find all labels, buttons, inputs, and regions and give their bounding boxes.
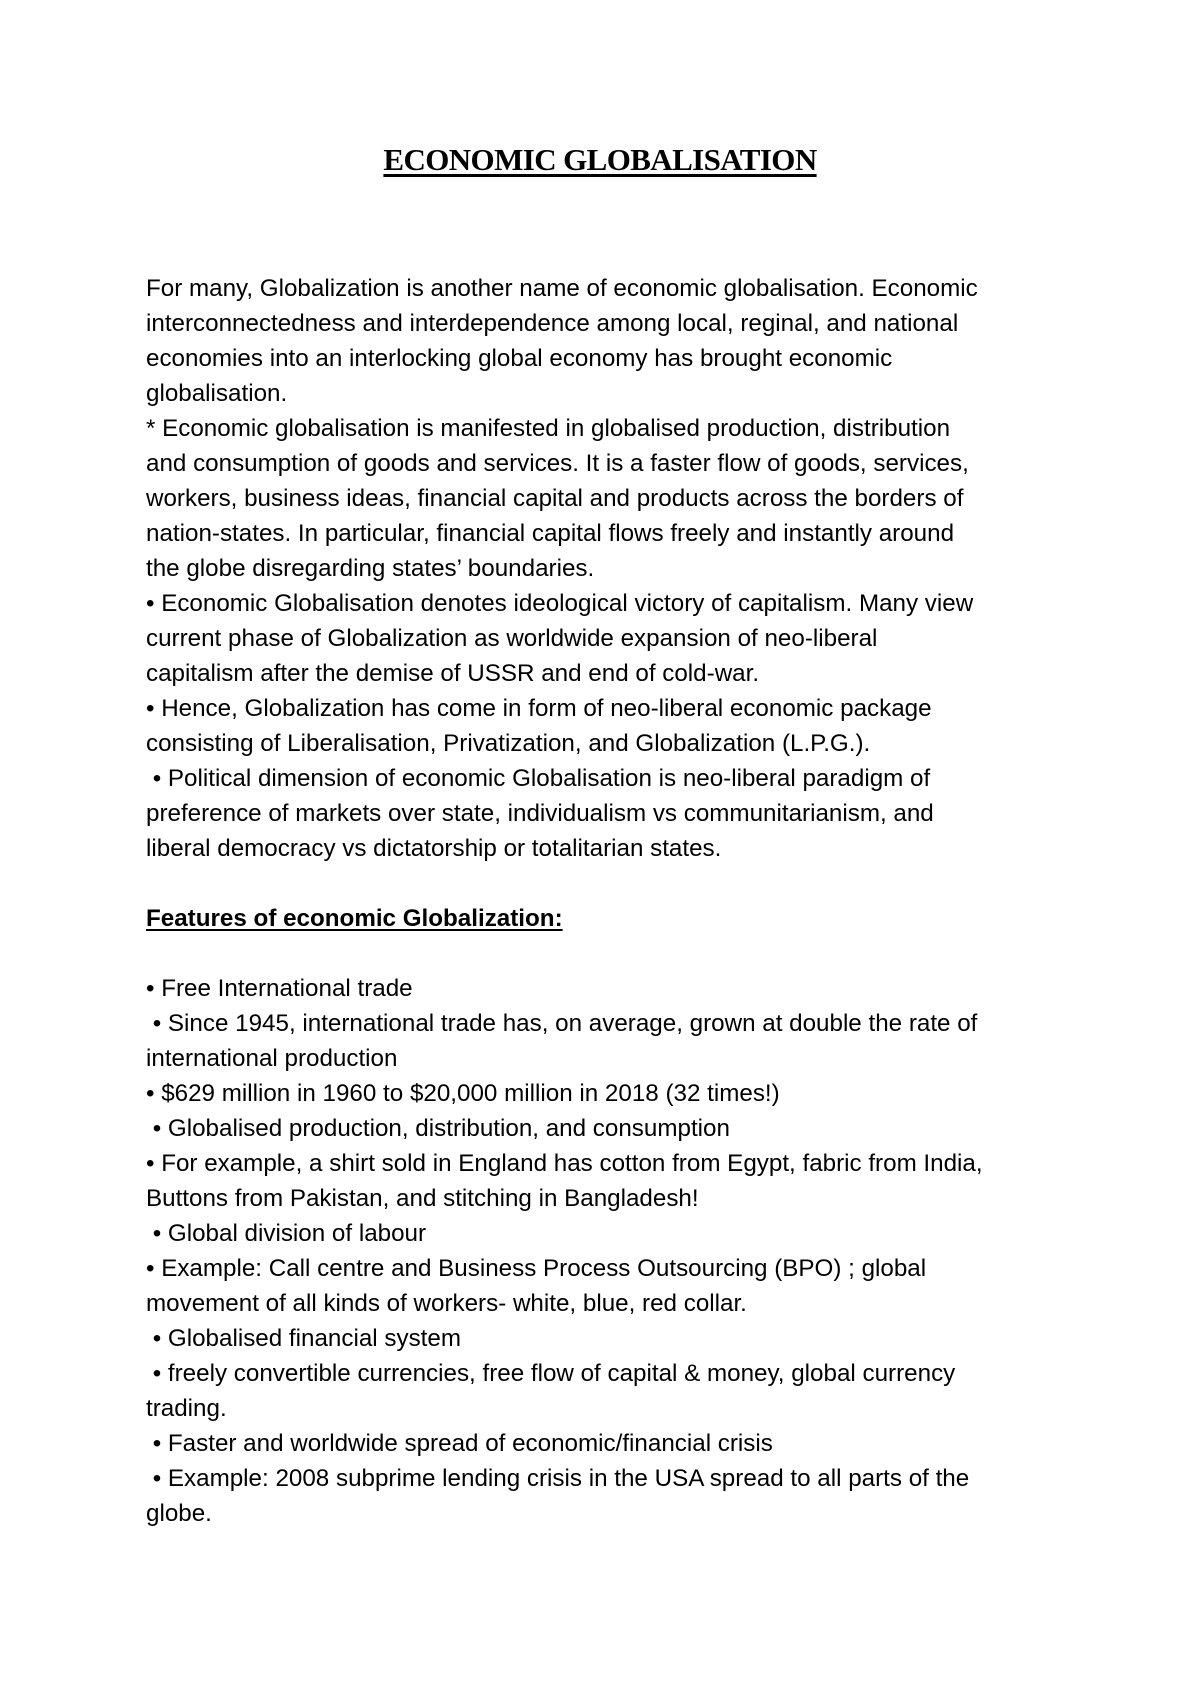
text-line: * Economic globalisation is manifested in globalised production, distribution xyxy=(146,415,951,442)
page-title: ECONOMIC GLOBALISATION xyxy=(383,142,817,177)
paragraph-gap xyxy=(146,936,1076,971)
text-line: capitalism after the demise of USSR and end of cold-war. xyxy=(146,660,760,687)
intro-section xyxy=(146,271,1076,866)
list-item: • Global division of labour xyxy=(146,1220,427,1247)
list-item: Buttons from Pakistan, and stitching in Bangladesh! xyxy=(146,1185,699,1212)
text-line: globalisation. xyxy=(146,380,288,407)
list-item: globe. xyxy=(146,1500,212,1527)
text-line: • Economic Globalisation denotes ideological victory of capitalism. Many view xyxy=(146,590,974,617)
list-item: movement of all kinds of workers- white, blue, red collar. xyxy=(146,1290,747,1317)
text-line: and consumption of goods and services. It is a faster flow of goods, services, xyxy=(146,450,969,477)
text-line: • Hence, Globalization has come in form of neo-liberal economic package xyxy=(146,695,932,722)
text-line: preference of markets over state, individualism vs communitarianism, and xyxy=(146,800,934,827)
list-item: • Globalised production, distribution, and consumption xyxy=(146,1115,730,1142)
text-line: • Political dimension of economic Globalisation is neo-liberal paradigm of xyxy=(146,765,931,792)
list-item: trading. xyxy=(146,1395,227,1422)
list-item: • $629 million in 1960 to $20,000 million in 2018 (32 times!) xyxy=(146,1080,780,1107)
list-item: • Free International trade xyxy=(146,975,413,1002)
list-item: • Example: Call centre and Business Process Outsourcing (BPO) ; global xyxy=(146,1255,927,1282)
text-line: the globe disregarding states’ boundaries. xyxy=(146,555,595,582)
list-item: • Example: 2008 subprime lending crisis in the USA spread to all parts of the xyxy=(146,1465,970,1492)
text-line: interconnectedness and interdependence among local, reginal, and national xyxy=(146,310,959,337)
text-line: nation-states. In particular, financial capital flows freely and instantly around xyxy=(146,520,955,547)
list-item: • Globalised financial system xyxy=(146,1325,461,1352)
list-item: • Faster and worldwide spread of economic/financial crisis xyxy=(146,1430,773,1457)
paragraph-gap xyxy=(146,866,1076,901)
text-line: liberal democracy vs dictatorship or totalitarian states. xyxy=(146,835,722,862)
text-line: For many, Globalization is another name of economic globalisation. Economic xyxy=(146,275,978,302)
features-list xyxy=(146,971,1076,1531)
features-heading: Features of economic Globalization: xyxy=(146,905,563,932)
document-body xyxy=(146,271,1076,1531)
text-line: consisting of Liberalisation, Privatization, and Globalization (L.P.G.). xyxy=(146,730,871,757)
text-line: economies into an interlocking global economy has brought economic xyxy=(146,345,893,372)
list-item: • freely convertible currencies, free flow of capital & money, global currency xyxy=(146,1360,956,1387)
list-item: international production xyxy=(146,1045,398,1072)
list-item: • Since 1945, international trade has, on average, grown at double the rate of xyxy=(146,1010,978,1037)
text-line: workers, business ideas, financial capital and products across the borders of xyxy=(146,485,964,512)
text-line: current phase of Globalization as worldwide expansion of neo-liberal xyxy=(146,625,878,652)
list-item: • For example, a shirt sold in England has cotton from Egypt, fabric from India, xyxy=(146,1150,983,1177)
